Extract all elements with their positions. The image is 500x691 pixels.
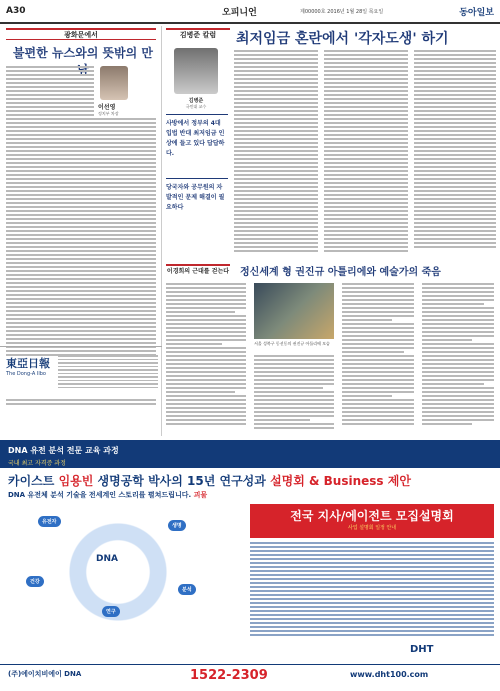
ad-phone: 1522-2309 xyxy=(190,668,268,683)
sub-body-column xyxy=(422,283,494,427)
ad-recruit-title-text: 전국 지사/에이전트 모집설명회 xyxy=(290,509,454,523)
ad-hero-tail: 설명회 & Business 제안 xyxy=(270,474,411,488)
sub-body-column xyxy=(166,283,246,427)
ad-bubble: 생명 xyxy=(168,520,186,531)
sub-column-tag: 이경희의 근대를 걷는다 xyxy=(166,264,230,276)
author-photo xyxy=(174,48,218,94)
masthead-box xyxy=(0,346,162,416)
ad-hero xyxy=(8,472,411,489)
ad-top-line-2: 국내 최고 자격증 과정 xyxy=(8,460,66,467)
ad-top-line: DNA 유전 분석 전문 교육 과정 xyxy=(8,446,119,455)
ad-hero-suffix: 생명공학 박사의 15년 연구성과 xyxy=(97,474,266,488)
column-name-tag: 김병준 칼럼 xyxy=(166,28,230,40)
pull-quote: 사방에서 정부의 4대 입법 반대 최저임금 인상에 들고 있다 답답하다. xyxy=(166,114,228,159)
masthead-logo-english: The Dong-A Ilbo xyxy=(6,371,46,377)
ad-bubble: 건강 xyxy=(26,576,44,587)
ad-recruit-subtitle: 사업 설명회 일정 안내 xyxy=(347,525,397,531)
ad-recruit-panel xyxy=(250,504,494,654)
ad-hero-name: 임용빈 xyxy=(58,474,94,488)
column-tag: 광화문에서 xyxy=(6,28,156,40)
ad-sub-text: DNA 유전체 분석 기술을 전세계인 스토리를 펼쳐드립니다. xyxy=(8,491,192,499)
sub-body-column xyxy=(342,283,414,427)
ad-bubble: 유전자 xyxy=(38,516,61,527)
writer-title: 정치부 차장 xyxy=(98,111,119,116)
ad-recruit-title xyxy=(250,504,494,538)
ad-recruit-details xyxy=(250,542,494,638)
ad-bubble: 분석 xyxy=(178,584,196,595)
ad-dna-graphic xyxy=(18,506,218,626)
author-title: 국민대 교수 xyxy=(185,104,207,109)
ad-top-banner xyxy=(0,442,500,468)
issue-date: 제00000호 2016년 1월 28일 목요일 xyxy=(300,9,384,15)
author-name: 김병준 xyxy=(188,98,204,104)
ad-visual-area xyxy=(8,506,228,636)
ad-sub-tag: 괴물 xyxy=(193,491,208,499)
left-headline: 불편한 뉴스와의 뜻밖의 만 xyxy=(12,46,154,60)
page-header xyxy=(0,0,500,24)
writer-byline xyxy=(98,66,154,118)
main-body-column xyxy=(324,50,408,254)
left-body xyxy=(6,66,156,358)
ad-contact-bar xyxy=(0,664,500,691)
section-title: 오피니언 xyxy=(222,8,257,18)
atelier-photo xyxy=(254,283,334,339)
ad-bubble: 연구 xyxy=(102,606,120,617)
advertisement xyxy=(0,440,500,691)
masthead-footer xyxy=(6,399,156,407)
main-body-column xyxy=(414,50,496,250)
left-column-article xyxy=(0,26,162,436)
ad-subline xyxy=(8,490,207,500)
sub-headline: 정신세계 형 권진규 아틀리에와 예술가의 죽음 xyxy=(240,267,441,278)
main-body-column xyxy=(234,50,318,254)
page-number: A30 xyxy=(6,6,26,16)
masthead-info xyxy=(58,355,158,390)
ad-url: www.dht100.com xyxy=(350,670,429,679)
writer-name: 이선영 xyxy=(98,104,116,111)
writer-photo xyxy=(100,66,128,100)
ad-logo: DHT xyxy=(410,644,434,655)
ad-hero-prefix: 카이스트 xyxy=(8,474,55,488)
masthead-logo: 東亞日報 xyxy=(6,357,50,370)
newspaper-masthead: 동아일보 xyxy=(459,8,494,18)
main-headline: 최저임금 혼란에서 '각자도생' 하기 xyxy=(236,31,449,47)
pull-quote: 당국자와 공무원의 자발적인 문제 해결이 필요하다 xyxy=(166,178,228,213)
sub-body-column xyxy=(254,355,334,431)
photo-caption: 서울 성북구 동선동의 권진규 아틀리에 모습 xyxy=(254,341,330,346)
ad-center-label: DNA xyxy=(96,554,118,564)
author-box xyxy=(166,48,226,110)
ad-company: (주)에이치비에이 DNA xyxy=(8,670,82,678)
